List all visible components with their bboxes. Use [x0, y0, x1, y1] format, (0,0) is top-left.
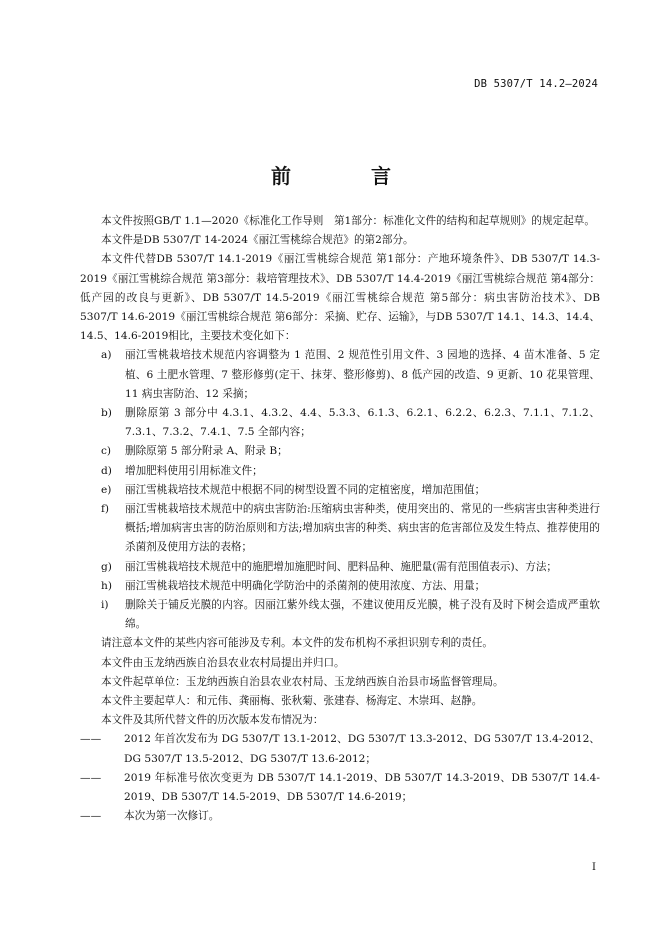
list-item	[80, 769, 600, 807]
list-item-text: 本次为第一次修订。	[124, 810, 220, 823]
list-item	[80, 346, 600, 404]
paragraph-part-info: 本文件是DB 5307/T 14-2024《丽江雪桃综合规范》的第2部分。	[101, 234, 414, 247]
paragraph-proposer: 本文件由玉龙纳西族自治县农业农村局提出并归口。	[101, 656, 345, 669]
list-item	[80, 558, 600, 577]
list-item	[80, 481, 600, 500]
changes-list	[80, 346, 600, 634]
list-item-text: 删除原第 5 部分附录 A、附录 B；	[125, 445, 288, 458]
page-number: I	[592, 862, 596, 873]
list-item	[80, 807, 600, 826]
list-item	[80, 730, 600, 768]
list-item	[80, 577, 600, 596]
list-marker: i)	[101, 599, 109, 612]
list-item	[80, 442, 600, 461]
paragraph-drafters: 本文件主要起草人：和元伟、龚丽梅、张秋菊、张建春、杨海定、木崇珥、赵静。	[101, 695, 483, 708]
list-item-text: 丽江雪桃栽培技术规范中的病虫害防治:压缩病虫害种类，使用突出的、常见的一些病害虫害种类进行概括;增加病害虫害的防治原则和方法;增加病虫害的种类、病虫害的危害部位及发生特点、推荐使用的杀菌剂及使用方法的表格；	[125, 503, 600, 554]
list-dash: ——	[80, 733, 102, 746]
paragraph-drafting-units: 本文件起草单位：玉龙纳西族自治县农业农村局、玉龙纳西族自治县市场监督管理局。	[101, 675, 504, 688]
list-item	[80, 500, 600, 558]
history-list	[80, 730, 600, 826]
paragraph-history-intro: 本文件及其所代替文件的历次版本发布情况为：	[101, 714, 324, 727]
list-item-text: 丽江雪桃栽培技术规范内容调整为 1 范围、2 规范性引用文件、3 园地的选择、4 苗木准备、5 定植、6 土肥水管理、7 整形修剪(定干、抹芽、整形修剪)、8 低产园的改造、9 更新、10 花果管理、11 病虫害防治、12 采摘；	[125, 349, 600, 400]
list-marker: g)	[101, 560, 112, 573]
list-item	[80, 404, 600, 442]
foreword-body	[80, 212, 600, 827]
list-item-text: 丽江雪桃栽培技术规范中的施肥增加施肥时间、肥料品种、施肥量(需有范围值表示)、方法；	[125, 560, 558, 573]
list-marker: b)	[101, 407, 112, 420]
list-item-text: 丽江雪桃栽培技术规范中明确化学防治中的杀菌剂的使用浓度、方法、用量；	[125, 579, 486, 592]
list-marker: a)	[101, 349, 112, 362]
paragraph-patent-notice: 请注意本文件的某些内容可能涉及专利。本文件的发布机构不承担识别专利的责任。	[101, 637, 493, 650]
list-item-text: 2012 年首次发布为 DG 5307/T 13.1-2012、DG 5307/T 13.3-2012、DG 5307/T 13.4-2012、DG 5307/T 13.5-2012、DG 5307/T 13.6-2012；	[124, 733, 600, 765]
list-item-text: 丽江雪桃栽培技术规范中根据不同的树型设置不同的定植密度，增加范围值；	[125, 483, 486, 496]
list-marker: f)	[101, 503, 110, 516]
document-number: DB 5307/T 14.2—2024	[474, 78, 598, 90]
paragraph-replaces: 本文件代替DB 5307/T 14.1-2019《丽江雪桃综合规范 第1部分：产地环境条件》、DB 5307/T 14.3-2019《丽江雪桃综合规范 第3部分：栽培管理技术》、DB 5307/T 14.4-2019《丽江雪桃综合规范 第4部分：低产园的改良与更新》、DB 5307/T 14.5-2019《丽江雪桃综合规范 第5部分：病虫害防治技术》、DB 5307/T 14.6-2019《丽江雪桃综合规范 第6部分：采摘、贮存、运输》，与DB 5307/T 14.1、14.3、14.4、14.5、14.6-2019相比，主要技术变化如下：	[80, 253, 600, 343]
list-item	[80, 462, 600, 481]
list-dash: ——	[80, 771, 102, 784]
list-item-text: 删除关于铺反光膜的内容。因丽江紫外线太强，不建议使用反光膜，桃子没有及时下树会造成严重软绵。	[125, 599, 600, 631]
list-dash: ——	[80, 810, 102, 823]
page-title: 前 言	[271, 164, 421, 188]
list-item-text: 删除原第 3 部分中 4.3.1、4.3.2、4.4、5.3.3、6.1.3、6.2.1、6.2.2、6.2.3、7.1.1、7.1.2、7.3.1、7.3.2、7.4.1、7.5 全部内容；	[125, 407, 600, 439]
list-marker: h)	[101, 579, 112, 592]
list-marker: c)	[101, 445, 112, 458]
list-marker: d)	[101, 464, 112, 477]
list-item-text: 增加肥料使用引用标准文件；	[125, 464, 263, 477]
list-item-text: 2019 年标准号依次变更为 DB 5307/T 14.1-2019、DB 5307/T 14.3-2019、DB 5307/T 14.4-2019、DB 5307/T 14.5-2019、DB 5307/T 14.6-2019；	[124, 771, 600, 804]
list-item	[80, 596, 600, 634]
paragraph-drafting-rules: 本文件按照GB/T 1.1—2020《标准化工作导则 第1部分：标准化文件的结构和起草规则》的规定起草。	[101, 215, 595, 227]
list-marker: e)	[101, 483, 112, 496]
